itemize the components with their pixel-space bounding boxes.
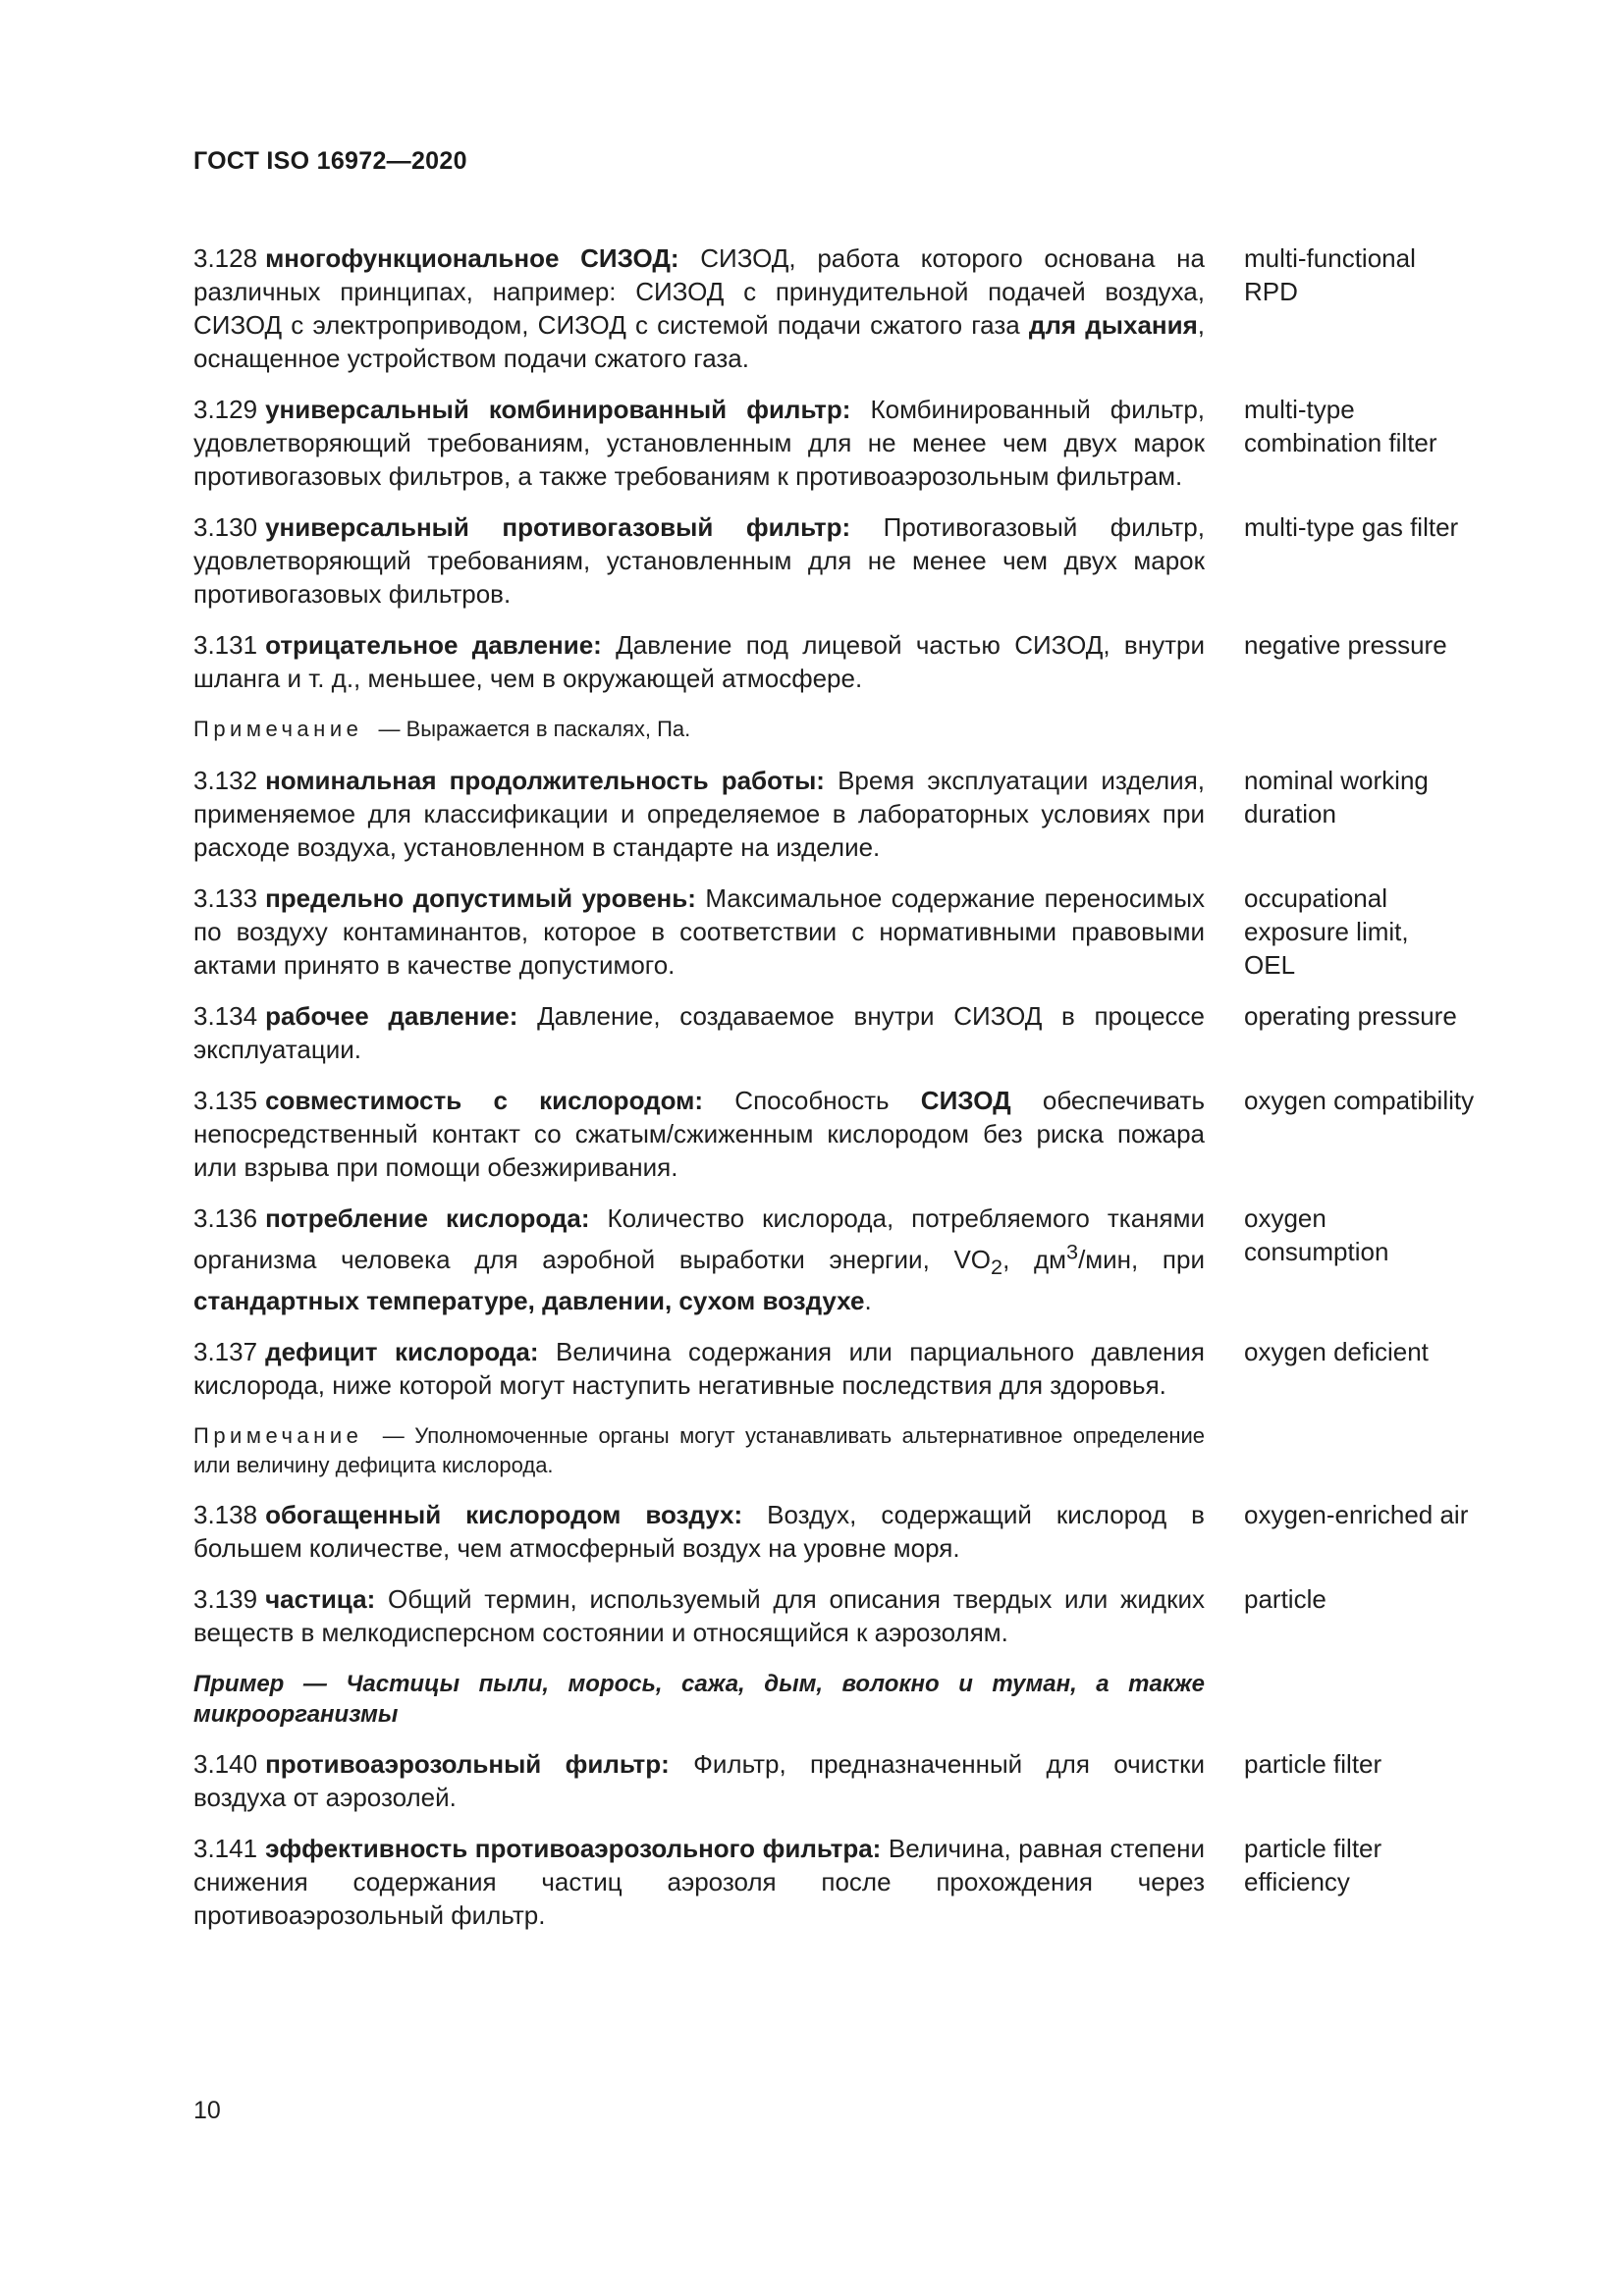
english-term [1244, 510, 1509, 544]
english-term-line: exposure limit, [1244, 917, 1409, 946]
english-term [1244, 241, 1509, 308]
english-term-line: oxygen-enriched air [1244, 1499, 1469, 1529]
definition-text: Максимальное содержание переносимых по воздуху контаминантов, которое в соответствии с нормативными правовыми актами принято в качестве допустимого. [193, 883, 1206, 980]
definition-text: Давление под лицевой частью СИЗОД, внутри шланга и т. д., меньшее, чем в окружающей атмосфере. [193, 630, 1205, 693]
term-definition [193, 1498, 1205, 1565]
term-definition [193, 1582, 1205, 1649]
term-entry [193, 1582, 1509, 1649]
english-term-line: combination filter [1244, 428, 1437, 457]
term-name: дефицит кислорода: [265, 1336, 539, 1366]
term-entry [193, 393, 1509, 493]
term-number: 3.139 [193, 1583, 258, 1614]
definition-text: Противогазовый фильтр, удовлетворяющий требованиям, установленным для не менее чем двух марок противогазовых фильтров. [193, 512, 1205, 609]
english-term [1244, 1747, 1509, 1781]
note-text: — Уполномоченные органы могут устанавливать альтернативное определение или величину дефицита кислорода. [193, 1422, 1205, 1477]
english-term-line: duration [1244, 799, 1336, 828]
english-term-line: operating pressure [1244, 1001, 1457, 1031]
term-entry [193, 1201, 1509, 1317]
term-name: предельно допустимый уровень: [265, 883, 696, 913]
english-term-line: oxygen [1244, 1203, 1326, 1233]
term-entry [193, 1832, 1509, 1932]
term-number: 3.131 [193, 630, 258, 660]
definition-text: Комбинированный фильтр, удовлетворяющий требованиям, установленным для не менее чем двух марок противогазовых фильтров, а также требованиям к противоаэрозольным фильтрам. [193, 395, 1205, 491]
term-entry [193, 241, 1509, 375]
english-term [1244, 393, 1509, 459]
note-text: — Выражается в паскалях, Па. [372, 717, 691, 741]
term-name: совместимость с кислородом: [265, 1086, 704, 1115]
english-term [1244, 1084, 1509, 1117]
term-number: 3.129 [193, 395, 258, 424]
term-definition [193, 1201, 1205, 1317]
definition-text: Количество кислорода, потребляемого тканями организма человека для аэробной выработки энергии, $VO_2$, $дм^3$/мин, при стандартных температуре, давлении, сухом воздухе. [193, 1203, 1205, 1315]
note [193, 1421, 1205, 1480]
english-term [1244, 881, 1509, 982]
term-number: 3.130 [193, 512, 258, 542]
term-name: потребление кислорода: [265, 1203, 590, 1233]
term-name: универсальный противогазовый фильтр: [265, 512, 851, 542]
term-number: 3.133 [193, 883, 258, 913]
definition-text: Воздух, содержащий кислород в большем количестве, чем атмосферный воздух на уровне моря. [193, 1499, 1205, 1563]
definition-text: Фильтр, предназначенный для очистки воздуха от аэрозолей. [193, 1748, 1205, 1812]
term-definition [193, 1832, 1205, 1932]
term-definition [193, 764, 1205, 864]
term-entry [193, 1747, 1509, 1814]
note [193, 715, 1205, 744]
term-definition [193, 999, 1205, 1066]
english-term [1244, 1582, 1509, 1616]
term-definition [193, 241, 1205, 375]
english-term-line: oxygen deficient [1244, 1336, 1429, 1366]
term-entry [193, 628, 1509, 695]
term-definition [193, 393, 1205, 493]
term-number: 3.140 [193, 1748, 258, 1779]
english-term [1244, 1335, 1509, 1368]
term-name: рабочее давление: [265, 1001, 518, 1031]
document-header: ГОСТ ISO 16972—2020 [193, 147, 467, 175]
term-name: номинальная продолжительность работы: [265, 766, 825, 795]
term-entry [193, 1335, 1509, 1402]
english-term-line: particle filter [1244, 1833, 1382, 1863]
english-term [1244, 628, 1509, 662]
term-number: 3.138 [193, 1499, 258, 1529]
term-name: универсальный комбинированный фильтр: [265, 395, 851, 424]
definition-text: Время эксплуатации изделия, применяемое для классификации и определяемое в лабораторных условиях при расходе воздуха, установленном в стандарте на изделие. [193, 766, 1205, 862]
english-term [1244, 1498, 1509, 1531]
term-entry [193, 881, 1509, 982]
term-number: 3.134 [193, 1001, 258, 1031]
english-term-line: particle [1244, 1583, 1326, 1614]
term-number: 3.135 [193, 1086, 258, 1115]
example-text: Пример — Частицы пыли, морось, сажа, дым, волокно и туман, а также микроорганизмы [193, 1670, 1205, 1728]
english-term-line: consumption [1244, 1237, 1389, 1266]
english-term-line: particle filter [1244, 1748, 1382, 1779]
note-label: Примечание [193, 717, 363, 741]
term-definition [193, 1747, 1205, 1814]
term-entry [193, 999, 1509, 1066]
term-entry [193, 1498, 1509, 1565]
term-number: 3.137 [193, 1336, 258, 1366]
term-entry [193, 1084, 1509, 1184]
english-term-line: RPD [1244, 277, 1298, 306]
english-term-line: OEL [1244, 950, 1296, 980]
english-term-line: occupational [1244, 883, 1387, 913]
term-definition [193, 510, 1205, 611]
term-number: 3.128 [193, 243, 258, 273]
definition-text: Величина, равная степени снижения содержания частиц аэрозоля после прохождения через противоаэрозольный фильтр. [193, 1833, 1205, 1930]
english-term [1244, 999, 1509, 1033]
terms-list [193, 241, 1509, 1932]
definition-text: Способность СИЗОД обеспечивать непосредственный контакт со сжатым/сжиженным кислородом без риска пожара или взрыва при помощи обезжиривания. [193, 1086, 1205, 1182]
english-term-line: efficiency [1244, 1866, 1350, 1896]
term-name: эффективность противоаэрозольного фильтра: [265, 1833, 882, 1863]
term-number: 3.132 [193, 766, 258, 795]
english-term-line: multi-type gas filter [1244, 512, 1459, 542]
term-name: многофункциональное СИЗОД: [265, 243, 679, 273]
english-term [1244, 1201, 1509, 1268]
english-term [1244, 764, 1509, 830]
english-term-line: multi-functional [1244, 243, 1416, 273]
term-number: 3.136 [193, 1203, 258, 1233]
term-entry [193, 764, 1509, 864]
term-definition [193, 1335, 1205, 1402]
definition-text: Давление, создаваемое внутри СИЗОД в процессе эксплуатации. [193, 1001, 1205, 1064]
term-number: 3.141 [193, 1833, 258, 1863]
english-term-line: negative pressure [1244, 630, 1447, 660]
term-name: противоаэрозольный фильтр: [265, 1748, 670, 1779]
definition-text: СИЗОД, работа которого основана на различных принципах, например: СИЗОД с принудительной подачей воздуха, СИЗОД с электроприводом, СИЗОД с системой подачи сжатого газа для дыхания, оснащенное устройством подачи сжатого газа. [193, 243, 1205, 373]
term-entry [193, 510, 1509, 611]
definition-text: Общий термин, используемый для описания твердых или жидких веществ в мелкодисперсном состоянии и относящийся к аэрозолям. [193, 1583, 1205, 1647]
definition-text: Величина содержания или парциального давления кислорода, ниже которой могут наступить негативные последствия для здоровья. [193, 1336, 1205, 1400]
term-name: отрицательное давление: [265, 630, 602, 660]
page-number: 10 [193, 2097, 221, 2124]
term-definition [193, 1084, 1205, 1184]
english-term-line: oxygen compatibility [1244, 1086, 1475, 1115]
english-term-line: nominal working [1244, 766, 1429, 795]
term-name: обогащенный кислородом воздух: [265, 1499, 743, 1529]
english-term-line: multi-type [1244, 395, 1355, 424]
term-name: частица: [265, 1583, 376, 1614]
term-definition [193, 628, 1205, 695]
note-label: Примечание [193, 1422, 363, 1448]
term-definition [193, 881, 1205, 982]
english-term [1244, 1832, 1509, 1898]
